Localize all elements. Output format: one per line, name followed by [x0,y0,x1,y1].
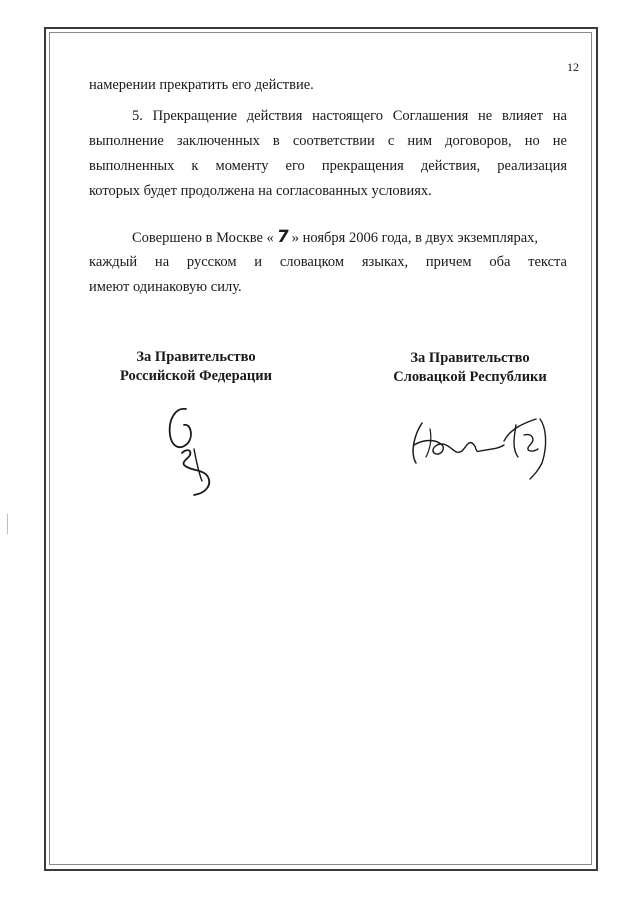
signatory-russia-line-2: Российской Федерации [119,368,272,384]
paragraph-5-line-1: 5. Прекращение действия настоящего Соглашения не влияет на [132,108,567,124]
signatory-slovakia [355,349,585,387]
done-line-3: имеют одинаковую силу. [89,279,242,295]
paragraph-5-line-3: выполненных к моменту его прекращения действия, реализация [89,158,567,174]
scan-artifact [7,514,8,534]
done-line-2: каждый на русском и словацком языках, причем оба текста [89,254,567,270]
done-text-after: » ноября 2006 года, в двух экземплярах, [291,230,539,246]
signatory-slovakia-line-1: За Правительство [410,350,530,366]
handwritten-day: 7 [275,227,291,247]
done-line-1 [132,228,572,247]
signatory-slovakia-line-2: Словацкой Республики [393,369,547,385]
page-number: 12 [567,60,579,74]
paragraph-5-line-2: выполнение заключенных в соответствии с ним договоров, но не [89,133,567,149]
text-line: намерении прекратить его действие. [89,77,314,93]
paragraph-5-line-4: которых будет продолжена на согласованных условиях. [89,183,432,199]
done-text-before: Совершено в Москве « [132,230,274,246]
signature-slovakia [400,405,560,485]
signatory-russia [81,348,311,386]
signature-russia [160,395,230,505]
signatory-russia-line-1: За Правительство [136,349,256,365]
